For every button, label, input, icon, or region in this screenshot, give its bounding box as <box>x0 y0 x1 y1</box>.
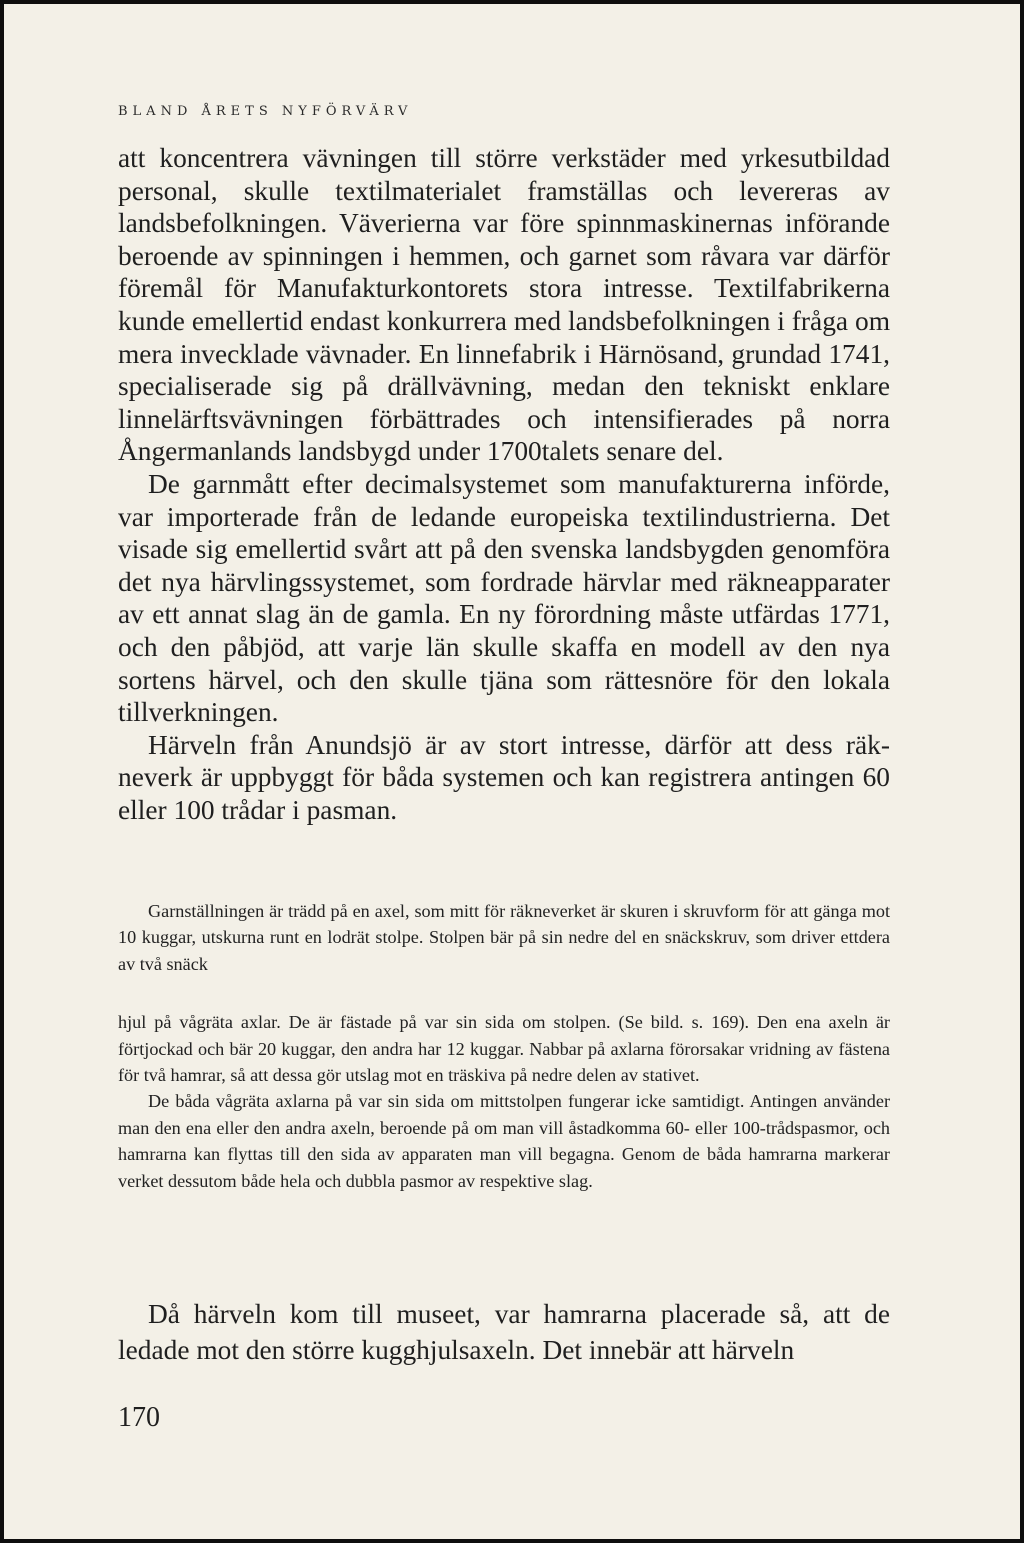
caption-block <box>118 898 890 1194</box>
page-number: 170 <box>118 1402 160 1433</box>
caption-gap <box>118 977 890 1009</box>
paragraph-3: Härveln från Anundsjö är av stort intresse, därför att dess räkneverk är uppbyggt för båda systemen och kan registrera antingen 60 eller 100 trådar i pasman. <box>118 729 890 825</box>
closing-text <box>118 1296 890 1368</box>
caption-paragraph-1a: Garnställningen är trädd på en axel, som mitt för räkneverket är skuren i skruvform för att gänga mot 10 kuggar, utskurna runt en lodrät stolpe. Stolpen bär på sin nedre del en snäckskruv, som driver ettdera av två snäck <box>118 901 890 974</box>
caption-paragraph-1b: hjul på vågräta axlar. De är fästade på var sin sida om stolpen. (Se bild. s. 169). Den ena axeln är förtjockad och bär 20 kuggar, den andra har 12 kuggar. Nabbar på axlarna förorsakar vridning av fästena för två hamrar, så att dessa gör utslag mot en träskiva på nedre delen av stativet. <box>118 1012 890 1086</box>
main-text <box>118 142 890 826</box>
caption-paragraph-2: De båda vågräta axlarna på var sin sida om mittstolpen fungerar icke samtidigt. Antingen använder man den ena eller den andra axeln, beroende på om man vill åstadkomma 60- eller 100-trådspasmor, och hamrarna kan flyttas till den sida av apparaten man vill begagna. Genom de båda hamrarna markerar verket dessutom både hela och dubbla pasmor av respektive slag. <box>118 1091 890 1191</box>
running-head: BLAND ÅRETS NYFÖRVÄRV <box>118 104 413 119</box>
book-page <box>4 4 1020 1539</box>
paragraph-1: att koncentrera vävningen till större verkstäder med yrkesutbildad personal, skulle textilmaterialet framställas och levereras av landsbefolkningen. Väverierna var före spinnmaskinernas införande beroende av spinningen i hemmen, och garnet som råvara var därför föremål för Manufakturkontorets stora intresse. Textilfabrikerna kunde emellertid endast konkurrera med landsbefolkningen i fråga om mera invecklade vävnader. En linnefabrik i Härnösand, grundad 1741, specialiserade sig på drällvävning, medan den tekniskt enklare linnelärftsvävningen förbättrades och intensifierades på norra Ångermanlands landsbygd under 1700talets senare del. <box>118 143 890 467</box>
closing-paragraph: Då härveln kom till museet, var hamrarna placerade så, att de ledade mot den större kugghjulsaxeln. Det innebär att härveln <box>118 1299 890 1365</box>
paragraph-2: De garnmått efter decimalsystemet som manufakturerna införde, var importerade från de ledande europeiska textilindustrierna. Det visade sig emellertid svårt att på den svenska landsbygden genomföra det nya härvlingssystemet, som fordrade härvlar med räkneapparater av ett annat slag än de gamla. En ny förordning måste utfärdas 1771, och den påbjöd, att varje län skulle skaffa en modell av den nya sortens härvel, och den skulle tjäna som rättesnöre för den lokala tillverkningen. <box>118 468 890 728</box>
